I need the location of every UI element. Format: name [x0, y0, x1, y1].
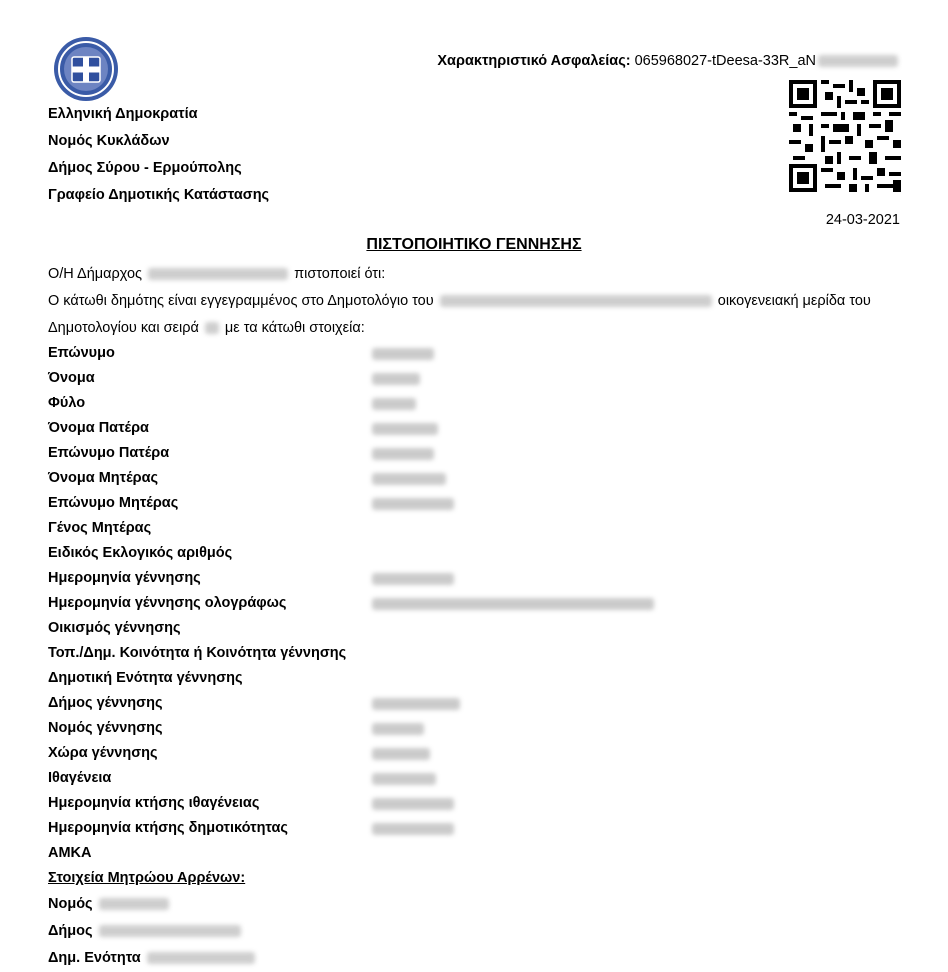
field-value-redacted [372, 598, 654, 610]
military-row-label: Δήμος [48, 923, 93, 939]
redacted-block [147, 952, 255, 964]
field-value-redacted [372, 398, 416, 410]
military-row-label: Δημ. Ενότητα [48, 950, 141, 966]
field-label: Τοπ./Δημ. Κοινότητα ή Κοινότητα γέννησης [48, 645, 347, 661]
issue-date: 24-03-2021 [825, 212, 900, 228]
intro-line-2-prefix: Ο κάτωθι δημότης είναι εγγεγραμμένος στο Δημοτολόγιο του [48, 293, 434, 309]
field-label: Επώνυμο Μητέρας [48, 495, 179, 511]
intro-line-3-suffix: με τα κάτωθι στοιχεία: [224, 320, 365, 336]
document-title: ΠΙΣΤΟΠΟΙΗΤΙΚΟ ΓΕΝΝΗΣΗΣ [366, 236, 582, 253]
intro-line-3-prefix: Δημοτολογίου και σειρά [48, 320, 199, 336]
field-label: Ημερομηνία κτήσης δημοτικότητας [48, 820, 288, 836]
greek-coat-of-arms-icon [52, 35, 120, 103]
security-value: 065968027-tDeesa-33R_aN [634, 53, 816, 69]
redacted-block [818, 55, 898, 67]
intro-line-2 [48, 293, 871, 309]
field-label: Επώνυμο [48, 345, 115, 361]
field-label: Ημερομηνία κτήσης ιθαγένειας [48, 795, 260, 811]
qr-code [789, 80, 901, 192]
field-label: Όνομα Πατέρα [48, 420, 149, 436]
field-label: Ημερομηνία γέννησης ολογράφως [48, 595, 287, 611]
authority-municipality: Δήμος Σύρου - Ερμούπολης [48, 160, 242, 176]
military-row [48, 923, 243, 939]
redacted-block [148, 268, 288, 280]
field-label: Δήμος γέννησης [48, 695, 163, 711]
field-label: Όνομα Μητέρας [48, 470, 159, 486]
field-value-redacted [372, 448, 434, 460]
redacted-block [99, 925, 241, 937]
intro-line-1-suffix: πιστοποιεί ότι: [294, 266, 386, 282]
field-value-redacted [372, 498, 454, 510]
security-code [437, 53, 900, 69]
field-label: Ειδικός Εκλογικός αριθμός [48, 545, 233, 561]
field-label: ΑΜΚΑ [48, 845, 92, 861]
field-label: Ημερομηνία γέννησης [48, 570, 201, 586]
military-row [48, 950, 257, 966]
intro-line-1 [48, 266, 385, 282]
authority-prefecture: Νομός Κυκλάδων [48, 133, 170, 149]
field-value-redacted [372, 573, 454, 585]
military-row-label: Νομός [48, 896, 93, 912]
field-value-redacted [372, 423, 438, 435]
field-value-redacted [372, 348, 434, 360]
authority-office: Γραφείο Δημοτικής Κατάστασης [48, 187, 270, 203]
field-label: Επώνυμο Πατέρα [48, 445, 170, 461]
field-label: Ιθαγένεια [48, 770, 112, 786]
intro-line-3 [48, 320, 365, 336]
field-label: Χώρα γέννησης [48, 745, 158, 761]
redacted-block [99, 898, 169, 910]
security-label: Χαρακτηριστικό Ασφαλείας: [437, 53, 631, 69]
redacted-block [440, 295, 712, 307]
field-value-redacted [372, 723, 424, 735]
military-row [48, 896, 171, 912]
field-value-redacted [372, 748, 430, 760]
field-label: Οικισμός γέννησης [48, 620, 181, 636]
field-label: Δημοτική Ενότητα γέννησης [48, 670, 243, 686]
intro-line-1-prefix: Ο/Η Δήμαρχος [48, 266, 143, 282]
field-value-redacted [372, 823, 454, 835]
intro-line-2-suffix: οικογενειακή μερίδα του [717, 293, 871, 309]
field-label: Όνομα [48, 370, 95, 386]
field-label: Γένος Μητέρας [48, 520, 152, 536]
military-registry-heading: Στοιχεία Μητρώου Αρρένων: [48, 870, 246, 886]
field-value-redacted [372, 473, 446, 485]
field-label: Νομός γέννησης [48, 720, 163, 736]
redacted-block [205, 322, 219, 334]
field-value-redacted [372, 373, 420, 385]
authority-country: Ελληνική Δημοκρατία [48, 106, 198, 122]
field-value-redacted [372, 773, 436, 785]
field-value-redacted [372, 798, 454, 810]
field-label: Φύλο [48, 395, 86, 411]
field-value-redacted [372, 698, 460, 710]
